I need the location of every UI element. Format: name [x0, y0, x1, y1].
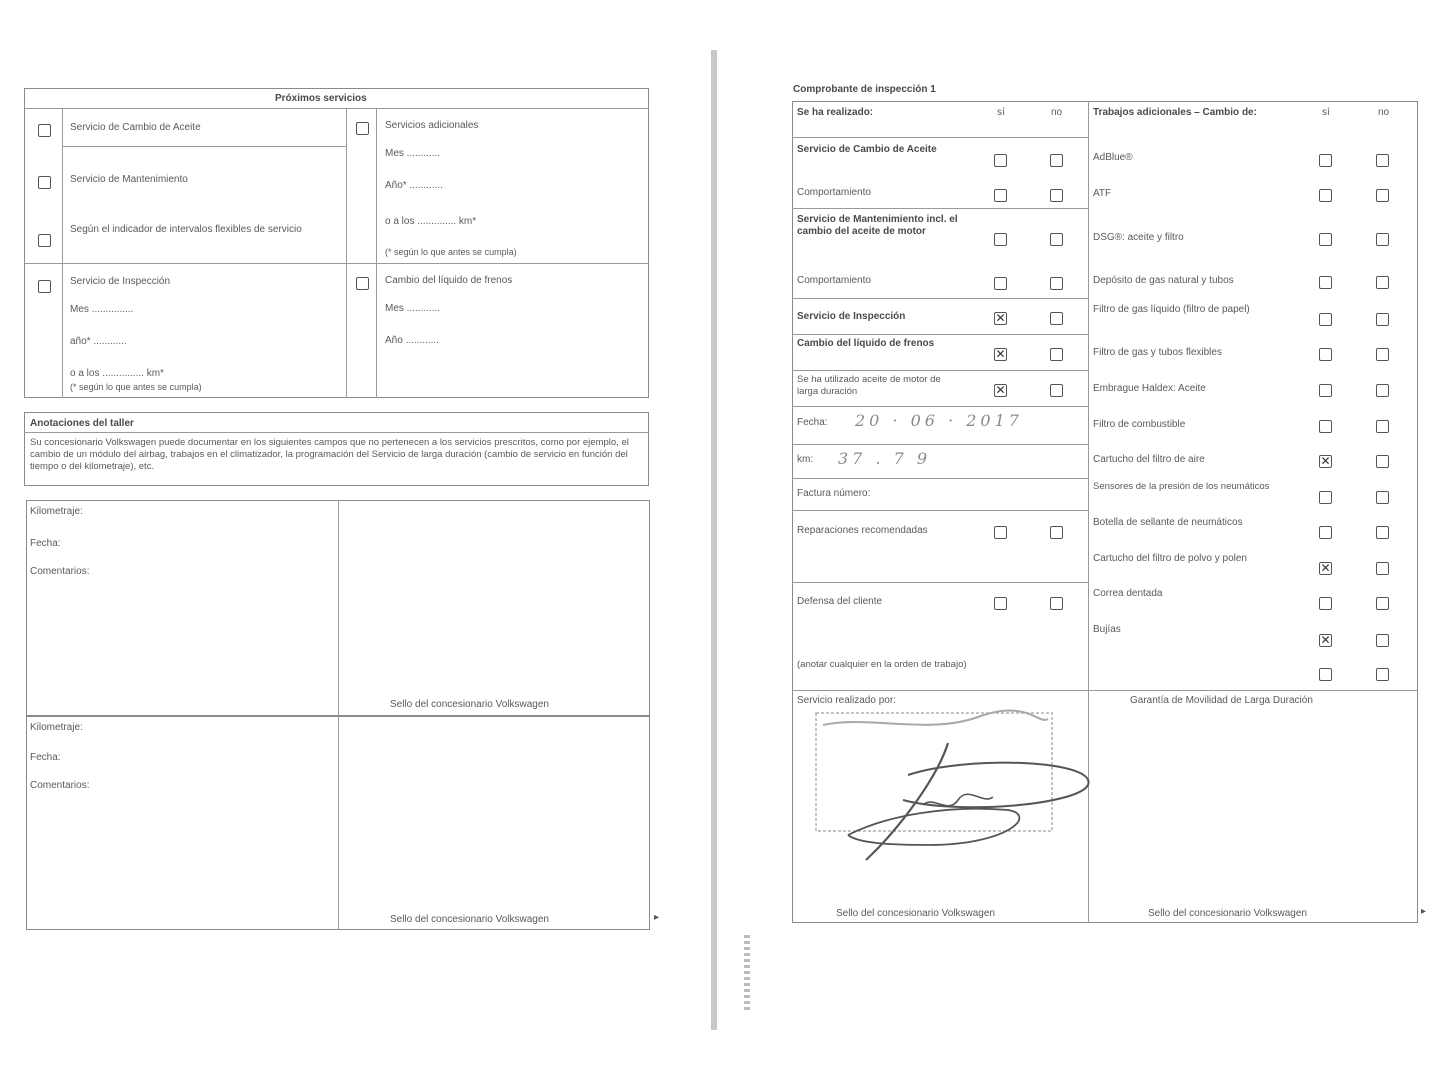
notes1-comentarios: Comentarios: [30, 566, 90, 577]
inspection-label: Servicio de Inspección [70, 276, 171, 287]
defensa-si[interactable] [994, 597, 1007, 610]
rrow-haldex-no[interactable] [1376, 384, 1389, 397]
km-label: km: [797, 454, 814, 465]
page-fold [711, 50, 717, 1030]
rrow-atf-no[interactable] [1376, 189, 1389, 202]
row-inspection-no[interactable] [1050, 312, 1063, 325]
additional-label: Servicios adicionales [385, 120, 479, 131]
rrow-blank-no[interactable] [1376, 668, 1389, 681]
servicio-por-label: Servicio realizado por: [797, 695, 896, 706]
maintenance-label: Servicio de Mantenimiento [70, 174, 188, 185]
notes1-fecha: Fecha: [30, 538, 61, 549]
notes2-km: Kilometraje: [30, 722, 83, 733]
rrow-gas-deposit-si[interactable] [1319, 276, 1332, 289]
rrow-spark-plugs-si[interactable]: ✕ [1320, 633, 1331, 647]
reparaciones-si[interactable] [994, 526, 1007, 539]
row-longlife-oil-si[interactable]: ✕ [995, 383, 1006, 397]
reparaciones-label: Reparaciones recomendadas [797, 525, 928, 536]
km-value: 37 . 7 9 [838, 449, 932, 468]
rrow-timing-belt-no[interactable] [1376, 597, 1389, 610]
arrow-right-icon-2: ▸ [1421, 906, 1427, 917]
row-brake-fluid-label: Cambio del líquido de frenos [797, 338, 935, 349]
fecha-label: Fecha: [797, 417, 828, 428]
dealer-stamp-signature [808, 705, 1098, 875]
rrow-tpms-label: Sensores de la presión de los neumáticos [1093, 481, 1270, 492]
sello-left: Sello del concesionario Volkswagen [836, 908, 995, 919]
oil-change-label: Servicio de Cambio de Aceite [70, 122, 201, 133]
notes2-sello: Sello del concesionario Volkswagen [390, 914, 549, 925]
rrow-lpg-filter-si[interactable] [1319, 313, 1332, 326]
rrow-pollen-filter-no[interactable] [1376, 562, 1389, 575]
signature-loop [903, 763, 1089, 808]
rrow-air-filter-label: Cartucho del filtro de aire [1093, 454, 1205, 465]
row-longlife-oil-no[interactable] [1050, 384, 1063, 397]
rrow-fuel-filter-no[interactable] [1376, 420, 1389, 433]
rrow-gas-tubes-si[interactable] [1319, 348, 1332, 361]
signature-scribble [923, 794, 993, 806]
row-maintenance-no[interactable] [1050, 233, 1063, 246]
sello-right: Sello del concesionario Volkswagen [1148, 908, 1307, 919]
rrow-sealant-si[interactable] [1319, 526, 1332, 539]
rrow-adblue-si[interactable] [1319, 154, 1332, 167]
left-header-no: no [1051, 107, 1063, 118]
inspection-footnote: (* según lo que antes se cumpla) [70, 382, 202, 392]
rrow-blank-si[interactable] [1319, 668, 1332, 681]
inspection-km: o a los ............... km* [70, 368, 164, 379]
rrow-air-filter-no[interactable] [1376, 455, 1389, 468]
row-comport2-si[interactable] [994, 277, 1007, 290]
right-header-si: sí [1322, 107, 1330, 118]
signature-lower [848, 809, 1019, 845]
row-oil-change-si[interactable] [994, 154, 1007, 167]
anotaciones-text: Su concesionario Volkswagen puede documentar en los siguientes campos que no pertenecen a los servicios prescritos, como por ejemplo, el cambio de un módulo del airbag, trabajos en el climatizador, la programación del Servicio de larga duración (cambio de servicio en función del tiempo o del kilometraje), etc. [30, 437, 629, 472]
rrow-sealant-no[interactable] [1376, 526, 1389, 539]
oil-change-checkbox[interactable] [38, 124, 51, 137]
inspection-mes: Mes ............... [70, 304, 134, 315]
rrow-pollen-filter-si[interactable]: ✕ [1320, 561, 1331, 575]
additional-mes: Mes ............ [385, 148, 441, 159]
row-oil-change-no[interactable] [1050, 154, 1063, 167]
additional-checkbox[interactable] [356, 122, 369, 135]
rrow-fuel-filter-si[interactable] [1319, 420, 1332, 433]
anotaciones-note: (anotar cualquier en la orden de trabajo) [797, 659, 967, 670]
row-brake-fluid-no[interactable] [1050, 348, 1063, 361]
rrow-spark-plugs-no[interactable] [1376, 634, 1389, 647]
proximos-title: Próximos servicios [275, 93, 367, 104]
inspection-ano: año* ............ [70, 336, 127, 347]
maintenance-checkbox[interactable] [38, 176, 51, 189]
indicator-checkbox[interactable] [38, 234, 51, 247]
row-inspection-si[interactable]: ✕ [995, 311, 1006, 325]
rrow-adblue-label: AdBlue® [1093, 152, 1133, 163]
rrow-dsg-label: DSG®: aceite y filtro [1093, 232, 1184, 243]
proximos-servicios-box [24, 88, 649, 398]
right-header-no: no [1378, 107, 1390, 118]
additional-footnote: (* según lo que antes se cumpla) [385, 247, 517, 257]
rrow-timing-belt-label: Correa dentada [1093, 588, 1163, 599]
row-brake-fluid-si[interactable]: ✕ [995, 347, 1006, 361]
defensa-no[interactable] [1050, 597, 1063, 610]
rrow-air-filter-si[interactable]: ✕ [1320, 454, 1331, 468]
left-header-label: Se ha realizado: [797, 107, 874, 118]
garantia-label: Garantía de Movilidad de Larga Duración [1130, 695, 1313, 706]
row-longlife-oil-label: Se ha utilizado aceite de motor de larga duración [797, 374, 941, 397]
indicator-label: Según el indicador de intervalos flexibles de servicio [70, 224, 302, 235]
fecha-value: 20 · 06 · 2017 [855, 411, 1023, 430]
notes1-sello: Sello del concesionario Volkswagen [390, 699, 549, 710]
rrow-lpg-filter-label: Filtro de gas líquido (filtro de papel) [1093, 304, 1250, 315]
factura-label: Factura número: [797, 488, 871, 499]
rrow-timing-belt-si[interactable] [1319, 597, 1332, 610]
brake-fluid-mes: Mes ............ [385, 303, 441, 314]
row-comport1-no[interactable] [1050, 189, 1063, 202]
brake-fluid-label: Cambio del líquido de frenos [385, 275, 513, 286]
rrow-gas-tubes-no[interactable] [1376, 348, 1389, 361]
rrow-atf-si[interactable] [1319, 189, 1332, 202]
rrow-adblue-no[interactable] [1376, 154, 1389, 167]
rrow-dsg-no[interactable] [1376, 233, 1389, 246]
rrow-fuel-filter-label: Filtro de combustible [1093, 419, 1186, 430]
rrow-gas-tubes-label: Filtro de gas y tubos flexibles [1093, 347, 1222, 358]
defensa-label: Defensa del cliente [797, 596, 883, 607]
rrow-lpg-filter-no[interactable] [1376, 313, 1389, 326]
rrow-haldex-label: Embrague Haldex: Aceite [1093, 383, 1206, 394]
row-inspection-label: Servicio de Inspección [797, 311, 906, 322]
rrow-tpms-no[interactable] [1376, 491, 1389, 504]
row-comport2-label: Comportamiento [797, 275, 871, 286]
row-maintenance-label: Servicio de Mantenimiento incl. el cambio del aceite de motor [797, 214, 958, 237]
rrow-gas-deposit-label: Depósito de gas natural y tubos [1093, 275, 1234, 286]
additional-km: o a los .............. km* [385, 216, 477, 227]
arrow-right-icon: ▸ [654, 912, 660, 923]
notes1-km: Kilometraje: [30, 506, 83, 517]
brake-fluid-ano: Año ............ [385, 335, 439, 346]
rrow-atf-label: ATF [1093, 188, 1112, 199]
left-header-si: sí [997, 107, 1005, 118]
comprobante-title: Comprobante de inspección 1 [793, 84, 936, 95]
reparaciones-no[interactable] [1050, 526, 1063, 539]
inspection-checkbox[interactable] [38, 280, 51, 293]
additional-ano: Año* ............ [385, 180, 443, 191]
row-maintenance-si[interactable] [994, 233, 1007, 246]
brake-fluid-checkbox[interactable] [356, 277, 369, 290]
row-comport1-label: Comportamiento [797, 187, 871, 198]
rrow-spark-plugs-label: Bujías [1093, 624, 1121, 635]
anotaciones-title: Anotaciones del taller [30, 418, 134, 429]
notes2-fecha: Fecha: [30, 752, 61, 763]
row-oil-change-label: Servicio de Cambio de Aceite [797, 144, 937, 155]
row-comport2-no[interactable] [1050, 277, 1063, 290]
rrow-sealant-label: Botella de sellante de neumáticos [1093, 517, 1243, 528]
vertical-code [744, 935, 750, 1013]
rrow-gas-deposit-no[interactable] [1376, 276, 1389, 289]
row-comport1-si[interactable] [994, 189, 1007, 202]
rrow-haldex-si[interactable] [1319, 384, 1332, 397]
rrow-tpms-si[interactable] [1319, 491, 1332, 504]
notes2-comentarios: Comentarios: [30, 780, 90, 791]
rrow-pollen-filter-label: Cartucho del filtro de polvo y polen [1093, 553, 1247, 564]
rrow-dsg-si[interactable] [1319, 233, 1332, 246]
right-header-label: Trabajos adicionales – Cambio de: [1093, 107, 1257, 118]
